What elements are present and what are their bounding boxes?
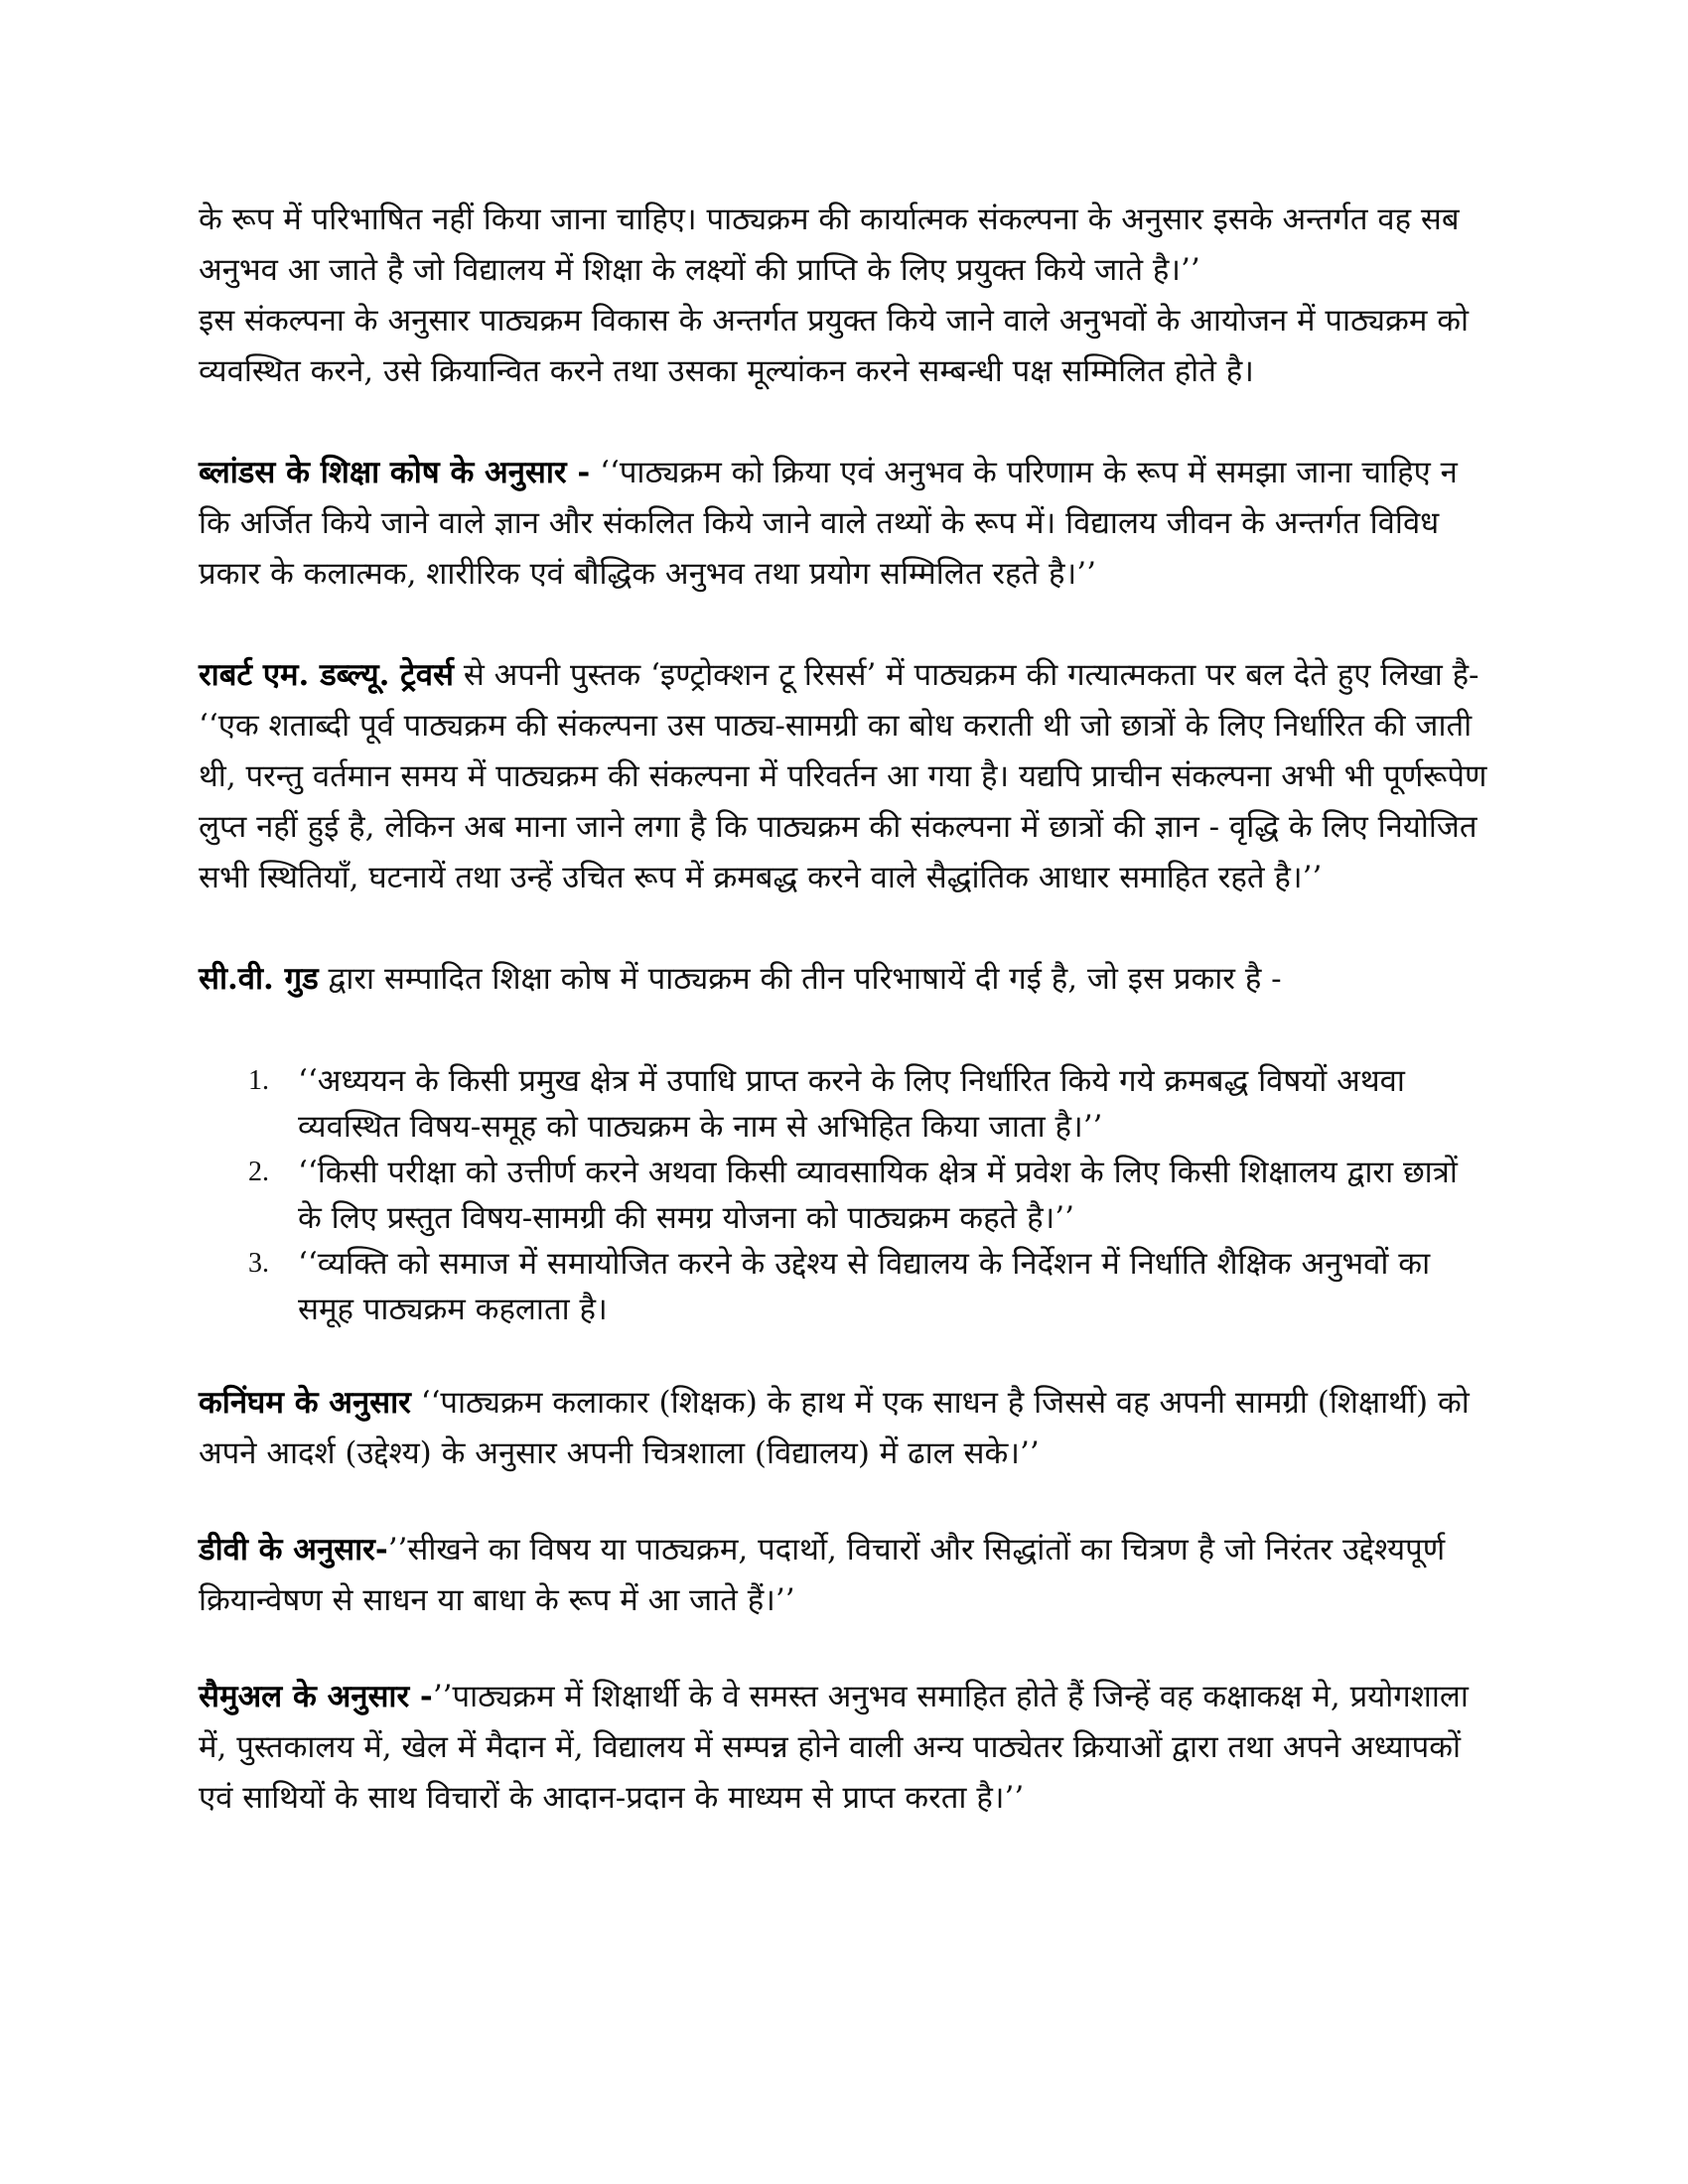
list-item	[199, 1241, 1489, 1332]
samuel-label: सैमुअल के अनुसार -	[199, 1679, 433, 1714]
paragraph-dewey	[199, 1525, 1489, 1626]
blands-text: ‘‘पाठ्यक्रम को क्रिया एवं अनुभव के परिणाम के रूप में समझा जाना चाहिए न कि अर्जित किये जाने वाले ज्ञान और संकलित किये जाने वाले तथ्यों के रूप में। विद्यालय जीवन के अन्तर्गत विविध प्रकार के कलात्मक, शारीरिक एवं बौद्धिक अनुभव तथा प्रयोग सम्मिलित रहते है।’’	[199, 455, 1458, 592]
paragraph-blands	[199, 448, 1489, 600]
list-item-text: ‘‘अध्ययन के किसी प्रमुख क्षेत्र में उपाधि प्राप्त करने के लिए निर्धारित किये गये क्रमबद्ध विषयों अथवा व्यवस्थित विषय-समूह को पाठ्यक्रम के नाम से अभिहित किया जाता है।’’	[298, 1063, 1405, 1145]
good-text: द्वारा सम्पादित शिक्षा कोष में पाठ्यक्रम की तीन परिभाषायें दी गई है, जो इस प्रकार है -	[318, 961, 1282, 997]
paragraph-cunningham	[199, 1378, 1489, 1479]
paragraph-continuation: के रूप में परिभाषित नहीं किया जाना चाहिए। पाठ्यक्रम की कार्यात्मक संकल्पना के अनुसार इसके अन्तर्गत वह सब अनुभव आ जाते है जो विद्यालय में शिक्षा के लक्ष्यों की प्राप्ति के लिए प्रयुक्त किये जाते है।’’	[199, 202, 1460, 288]
paragraph-curriculum-development: इस संकल्पना के अनुसार पाठ्यक्रम विकास के अन्तर्गत प्रयुक्त किये जाने वाले अनुभवों के आयोजन में पाठ्यक्रम को व्यवस्थित करने, उसे क्रियान्वित करने तथा उसका मूल्यांकन करने सम्बन्धी पक्ष सम्मिलित होते है।	[199, 303, 1470, 389]
list-item-text: ‘‘किसी परीक्षा को उत्तीर्ण करने अथवा किसी व्यावसायिक क्षेत्र में प्रवेश के लिए किसी शिक्षालय द्वारा छात्रों के लिए प्रस्तुत विषय-सामग्री की समग्र योजना को पाठ्यक्रम कहते है।’’	[298, 1155, 1458, 1236]
list-item-number: 1.	[248, 1065, 269, 1096]
cunningham-text: ‘‘पाठ्यक्रम कलाकार (शिक्षक) के हाथ में एक साधन है जिससे वह अपनी सामग्री (शिक्षार्थी) को अपने आदर्श (उद्देश्य) के अनुसार अपनी चित्रशाला (विद्यालय) में ढाल सके।’’	[199, 1385, 1470, 1471]
blands-label: ब्लांडस के शिक्षा कोष के अनुसार -	[199, 455, 591, 490]
cunningham-label: कनिंघम के अनुसार	[199, 1385, 411, 1421]
samuel-text: ’’पाठ्यक्रम में शिक्षार्थी के वे समस्त अनुभव समाहित होते हैं जिन्हें वह कक्षाकक्ष मे, प्रयोगशाला में, पुस्तकालय में, खेल में मैदान में, विद्यालय में सम्पन्न होने वाली अन्य पाठ्येतर क्रियाओं द्वारा तथा अपने अध्यापकों एवं साथियों के साथ विचारों के आदान-प्रदान के माध्यम से प्राप्त करता है।’’	[199, 1679, 1469, 1816]
paragraph-good	[199, 954, 1489, 1005]
list-item-text: ‘‘व्यक्ति को समाज में समायोजित करने के उद्देश्य से विद्यालय के निर्देशन में निर्धाति शैक्षिक अनुभवों का समूह पाठ्यक्रम कहलाता है।	[298, 1246, 1431, 1327]
definitions-list	[199, 1058, 1489, 1332]
list-item	[199, 1150, 1489, 1241]
travers-label: राबर्ट एम. डब्ल्यू. ट्रेवर्स	[199, 657, 454, 693]
list-item-number: 2.	[248, 1157, 269, 1187]
travers-text: से अपनी पुस्तक ‘इण्ट्रोक्शन टू रिसर्स’ में पाठ्यक्रम की गत्यात्मकता पर बल देते हुए लिखा है- ‘‘एक शताब्दी पूर्व पाठ्यक्रम की संकल्पना उस पाठ्य-सामग्री का बोध कराती थी जो छात्रों के लिए निर्धारित की जाती थी, परन्तु वर्तमान समय में पाठ्यक्रम की संकल्पना में परिवर्तन आ गया है। यद्यपि प्राचीन संकल्पना अभी भी पूर्णरूपेण लुप्त नहीं हुई है, लेकिन अब माना जाने लगा है कि पाठ्यक्रम की संकल्पना में छात्रों की ज्ञान - वृद्धि के लिए नियोजित सभी स्थितियाँ, घटनायें तथा उन्हें उचित रूप में क्रमबद्ध करने वाले सैद्धांतिक आधार समाहित रहते है।’’	[199, 657, 1487, 895]
paragraph-travers	[199, 650, 1489, 903]
list-item-number: 3.	[248, 1248, 269, 1279]
dewey-label: डीवी के अनुसार-	[199, 1532, 388, 1568]
document-page	[199, 195, 1489, 1824]
good-label: सी.वी. गुड	[199, 961, 319, 997]
list-item	[199, 1058, 1489, 1150]
paragraph-samuel	[199, 1672, 1489, 1824]
dewey-text: ’’सीखने का विषय या पाठ्यक्रम, पदार्थो, विचारों और सिद्धांतों का चित्रण है जो निरंतर उद्देश्यपूर्ण क्रियान्वेषण से साधन या बाधा के रूप में आ जाते हैं।’’	[199, 1532, 1446, 1618]
